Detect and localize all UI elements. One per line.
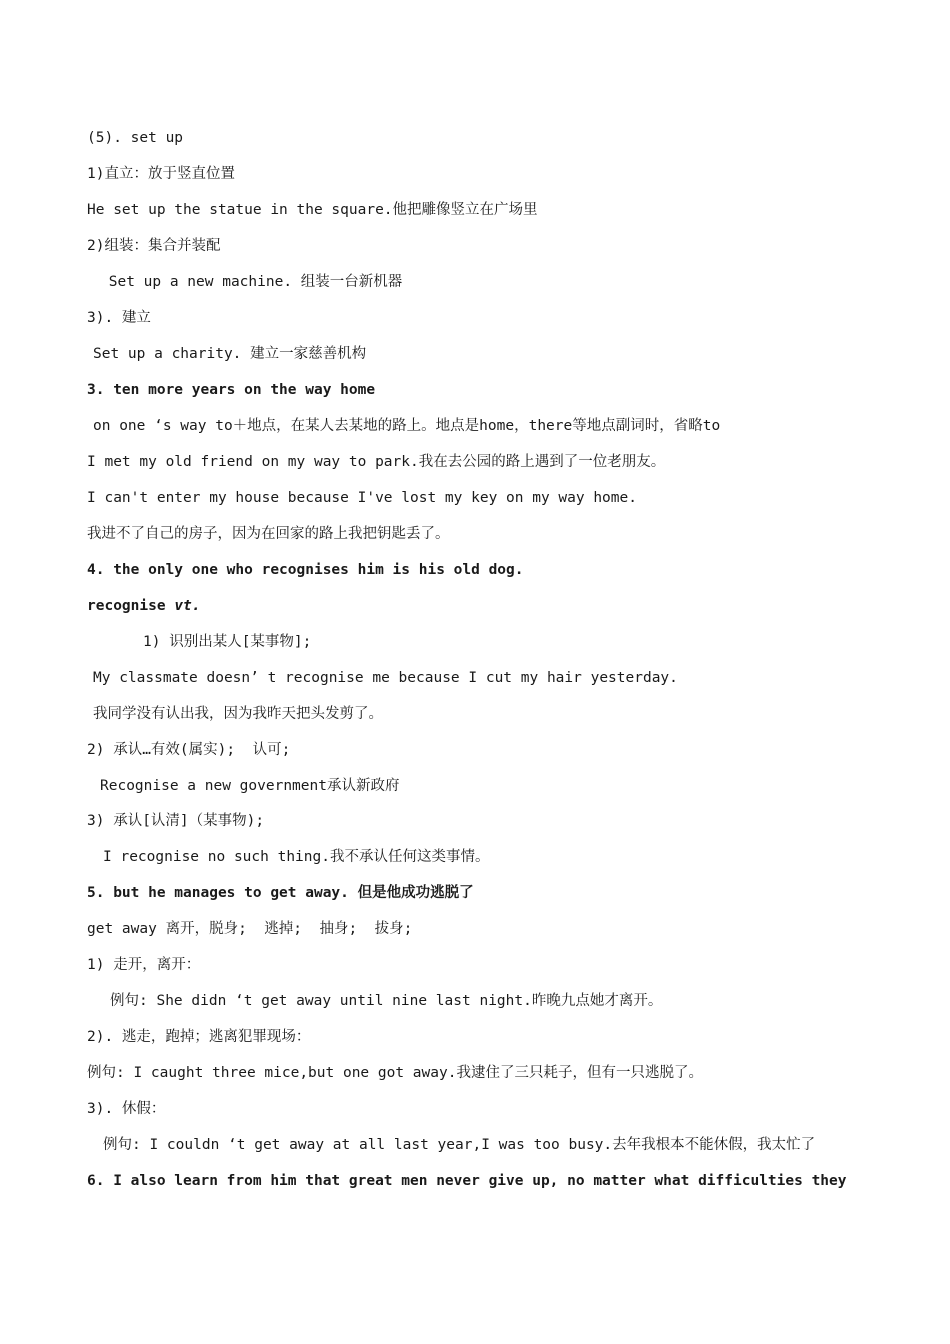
headword: recognise xyxy=(87,598,166,614)
meaning-3: 3). 建立 xyxy=(87,310,151,326)
example-sentence: Recognise a new government承认新政府 xyxy=(100,778,400,794)
example-sentence: My classmate doesn’ t recognise me because I cut my hair yesterday. xyxy=(93,670,678,686)
definition: get away 离开，脱身; 逃掉; 抽身; 拔身; xyxy=(87,921,413,937)
explanation: on one ‘s way to＋地点，在某人去某地的路上。地点是home，there等地点副词时，省略to xyxy=(93,418,721,434)
example-sentence: He set up the statue in the square.他把雕像竖立在广场里 xyxy=(87,202,538,218)
example-sentence: 例句: I couldn ‘t get away at all last year,I was too busy.去年我根本不能休假，我太忙了 xyxy=(103,1137,816,1153)
translation: 我同学没有认出我，因为我昨天把头发剪了。 xyxy=(93,706,383,722)
section-heading-6: 6. I also learn from him that great men never give up, no matter what difficulties they xyxy=(87,1173,847,1189)
meaning-1: 1) 识别出某人[某事物]; xyxy=(143,634,312,650)
meaning-1: 1) 走开，离开： xyxy=(87,957,201,973)
meaning-2: 2). 逃走，跑掉；逃离犯罪现场： xyxy=(87,1029,311,1045)
section-heading-3: 3. ten more years on the way home xyxy=(87,382,376,398)
word-entry xyxy=(87,596,201,616)
meaning-3: 3) 承认[认清]（某事物); xyxy=(87,813,265,829)
section-heading-4: 4. the only one who recognises him is his old dog. xyxy=(87,562,524,578)
example-sentence: Set up a charity. 建立一家慈善机构 xyxy=(93,346,367,362)
example-sentence: I met my old friend on my way to park.我在去公园的路上遇到了一位老朋友。 xyxy=(87,454,666,470)
meaning-3: 3). 休假： xyxy=(87,1101,166,1117)
example-sentence: I recognise no such thing.我不承认任何这类事情。 xyxy=(103,849,490,865)
meaning-2: 2) 承认…有效(属实); 认可; xyxy=(87,742,291,758)
example-sentence: 例句: She didn ‘t get away until nine last night.昨晚九点她才离开。 xyxy=(110,993,663,1009)
translation: 我进不了自己的房子，因为在回家的路上我把钥匙丢了。 xyxy=(87,526,450,542)
meaning-2: 2)组装：集合并装配 xyxy=(87,238,221,254)
part-of-speech: vt. xyxy=(174,598,201,614)
example-sentence: Set up a new machine. 组装一台新机器 xyxy=(100,274,403,290)
example-sentence: 例句: I caught three mice,but one got away.我逮住了三只耗子，但有一只逃脱了。 xyxy=(87,1065,703,1081)
meaning-1: 1)直立：放于竖直位置 xyxy=(87,166,235,182)
heading-set-up: (5). set up xyxy=(87,130,184,146)
example-sentence: I can't enter my house because I've lost my key on my way home. xyxy=(87,490,637,506)
section-heading-5: 5. but he manages to get away. 但是他成功逃脱了 xyxy=(87,885,474,901)
